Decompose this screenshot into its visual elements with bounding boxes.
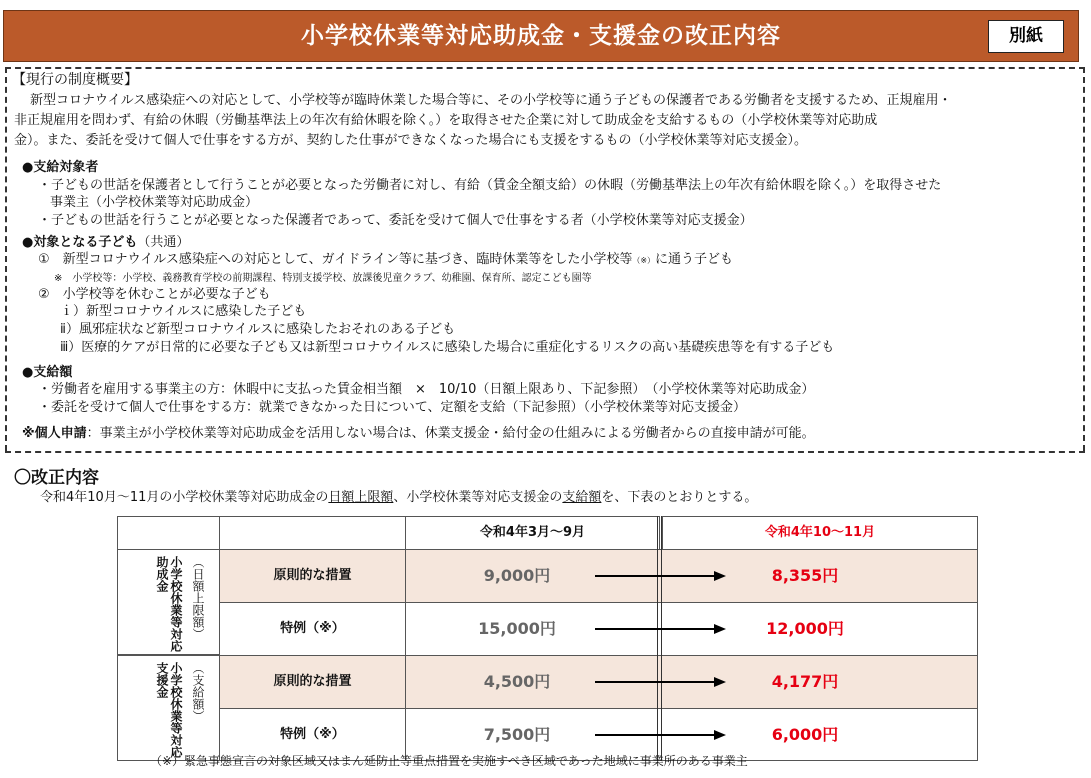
row-type: 原則的な措置: [219, 655, 406, 709]
children-item-1: [38, 251, 733, 269]
children-sub-1: ｉ）新型コロナウイルスに感染した子ども: [60, 304, 307, 319]
personal-label: ※個人申請: [22, 426, 87, 441]
target-line-1: ・子どもの世話を保護者として行うことが必要となった労働者に対し、有給（賃金全額支給）の休暇（労働基準法上の年次有給休暇を除く。）を取得させた: [38, 178, 942, 193]
revision-desc-part-1: 令和4年10月～11月の小学校休業等対応助成金の: [40, 490, 329, 505]
new-value: 12,000円: [766, 619, 844, 638]
row-type: 特例（※）: [219, 708, 406, 761]
intro-line-2: 非正規雇用を問わず、有給の休暇（労働基準法上の年次有給休暇を除く。）を取得させた企業に対して助成金を支給するもの（小学校休業等対応助成: [14, 113, 878, 128]
children-item-1-text: ① 新型コロナウイルス感染症への対応として、ガイドライン等に基づき、臨時休業等をした小学校等: [38, 252, 633, 267]
arrow-head: [714, 677, 726, 687]
group-1-name: 小学校休業等対応助成金: [155, 556, 183, 652]
target-line-2: 事業主（小学校休業等対応助成金）: [50, 195, 259, 210]
group-label-subsidy: [117, 549, 220, 655]
children-item-1-tail: に通う子ども: [655, 252, 734, 267]
new-value: 6,000円: [771, 725, 839, 744]
personal-application: [22, 425, 815, 442]
amount-heading: ●支給額: [22, 365, 73, 380]
personal-text: ：事業主が小学校休業等対応助成金を活用しない場合は、休業支援金・給付金の仕組みによる労働者からの直接申請が可能。: [86, 426, 815, 441]
amount-line-1: ・労働者を雇用する事業主の方：休暇中に支払った賃金相当額 × 10/10（日額上限あり、下記参照） （小学校休業等対応助成金）: [38, 382, 815, 397]
group-2-sub: （支給額）: [191, 662, 205, 722]
box-bottom-border: [5, 451, 1085, 453]
revision-heading: 〇改正内容: [14, 468, 99, 488]
arrow-line: [595, 575, 715, 577]
children-note: ※ 小学校等：小学校、義務教育学校の前期課程、特別支援学校、放課後児童クラブ、幼稚園、保育所、認定こども園等: [54, 273, 592, 284]
revision-description: [40, 489, 757, 506]
children-sub-3: ⅲ）医療的ケアが日常的に必要な子ども又は新型コロナウイルスに感染した場合に重症化するリスクの高い基礎疾患等を有する子ども: [60, 340, 835, 355]
table-header-empty: [117, 516, 220, 550]
table-header-new: 令和4年10～11月: [662, 516, 978, 550]
children-sub-2: ⅱ）風邪症状など新型コロナウイルスに感染したおそれのある子ども: [60, 322, 456, 337]
children-heading-row: [22, 234, 189, 251]
current-heading: 【現行の制度概要】: [12, 72, 138, 88]
page-header: [3, 10, 1079, 62]
arrow-head: [714, 730, 726, 740]
new-value: 4,177円: [771, 672, 839, 691]
revision-desc-underline-1: 日額上限額: [328, 490, 394, 505]
intro-line-3: 金）。また、委託を受けて個人で仕事をする方が、契約した仕事ができなくなった場合にも支援をするもの（小学校休業等対応支援金）。: [14, 133, 808, 148]
group-label-support: [117, 655, 220, 761]
revision-desc-part-3: を、下表のとおりとする。: [601, 490, 758, 505]
children-item-2: ② 小学校等を休むことが必要な子ども: [38, 287, 271, 302]
divider-line-left: [657, 516, 658, 761]
revision-desc-part-2: 、小学校休業等対応支援金の: [393, 490, 563, 505]
row-type: 特例（※）: [219, 602, 406, 656]
children-heading-note: （共通）: [137, 235, 190, 250]
old-value: 7,500円: [483, 725, 551, 744]
page-title: 小学校休業等対応助成金・支援金の改正内容: [301, 23, 781, 49]
table-header-old: 令和4年3月～9月: [405, 516, 660, 550]
arrow-head: [714, 624, 726, 634]
revision-desc-underline-2: 支給額: [562, 490, 602, 505]
table-header-empty-2: [219, 516, 406, 550]
new-value: 8,355円: [771, 566, 839, 585]
group-1-sub: （日額上限額）: [191, 556, 205, 640]
target-heading: ●支給対象者: [22, 160, 99, 175]
attachment-badge: 別紙: [988, 20, 1064, 53]
group-2-name: 小学校休業等対応支援金: [155, 662, 183, 758]
target-line-3: ・子どもの世話を行うことが必要となった保護者であって、委託を受けて個人で仕事をする者（小学校休業等対応支援金）: [38, 213, 753, 228]
table-footnote: （※）緊急事態宣言の対象区域又はまん延防止等重点措置を実施すべき区域であった地域に事業所のある事業主: [150, 754, 748, 768]
old-value: 4,500円: [483, 672, 551, 691]
old-value: 15,000円: [478, 619, 556, 638]
children-heading: ●対象となる子ども: [22, 235, 138, 250]
arrow-line: [595, 734, 715, 736]
children-item-1-mark: （※）: [632, 256, 656, 265]
arrow-head: [714, 571, 726, 581]
arrow-line: [595, 628, 715, 630]
amount-line-2: ・委託を受けて個人で仕事をする方：就業できなかった日について、定額を支給（下記参照）（小学校休業等対応支援金）: [38, 400, 746, 415]
divider-line-right: [661, 516, 662, 761]
row-type: 原則的な措置: [219, 549, 406, 603]
revision-table: [117, 516, 978, 761]
intro-line-1: 新型コロナウイルス感染症への対応として、小学校等が臨時休業した場合等に、その小学校等に通う子どもの保護者である労働者を支援するため、正規雇用・: [30, 93, 952, 108]
old-value: 9,000円: [483, 566, 551, 585]
arrow-line: [595, 681, 715, 683]
